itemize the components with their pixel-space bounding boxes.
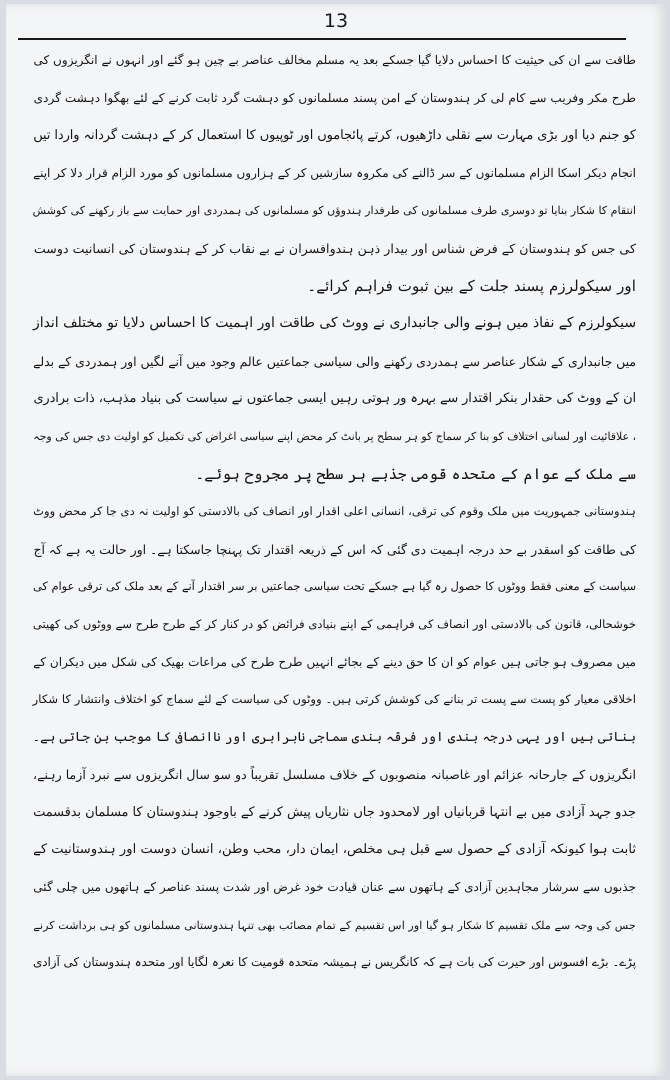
text-line: میں مصروف ہو جاتی ہیں عوام کو ان کا حق دینے کے بجائے انہیں طرح طرح کی مراعات بھیک کی شکل میں دیکران کے xyxy=(33,654,636,669)
paragraph xyxy=(24,756,636,982)
text-line: ، علاقائیت اور لسانی اختلاف کو بنا کر سماج کو ہر سطح پر بانٹ کر محض اپنے سیاسی اغراض کی تکمیل کو اولیت دی جس کی وجہ xyxy=(33,429,636,443)
header-rule xyxy=(18,38,626,40)
text-line: پڑے۔ بڑے افسوس اور حیرت کی بات ہے کہ کانگریس نے ہمیشہ متحدہ قومیت کا نعرہ لگایا اور متحدہ ہندوستان کی آزادی xyxy=(33,955,636,970)
text-line: کی طاقت کو اسقدر بے حد درجہ اہمیت دی گئی کہ اس کے ذریعہ اقتدار تک پہنچا جاسکتا ہے۔ اور حالت یہ ہے کہ آج xyxy=(33,541,636,557)
book-page xyxy=(6,4,666,1076)
text-line: جس کی وجہ سے ملک تقسیم کا شکار ہو گیا اور اس تقسیم کے تمام مصائب بھی تنہا ہندوستانی مسلمانوں کو ہی برداشت کرنے xyxy=(33,918,636,932)
text-line: سیکولرزم کے نفاذ میں ہونے والی جانبداری نے ووٹ کی طاقت اور اہمیت کا احساس دلایا تو مختلف انداز xyxy=(33,315,636,332)
text-line: کو جنم دیا اور بڑی مہارت سے نقلی داڑھیوں، کرتے پائجاموں اور ٹوپیوں کا استعمال کر کے دہشت گردانہ واردا تیں xyxy=(33,128,636,144)
text-line: طرح مکر وفریب سے کام لی کر ہندوستان کے امن پسند مسلمانوں کو دہشت گرد ثابت کرنے کے لئے بھگوا دہشت گردی xyxy=(33,90,636,105)
text-line: سیاست کے معنی فقط ووٹوں کا حصول رہ گیا ہے جسکے تحت سیاسی جماعتیں بر سر اقتدار آنے کے بعد ملک کی ترقی عوام کی xyxy=(32,579,636,594)
text-line: خوشحالی، قانون کی بالادستی اور انصاف کی فراہمی کے اپنے بنیادی فرائض کو در کنار کر کے طرح طرح سے ووٹوں کی کھیتی xyxy=(32,616,636,631)
text-line: بناتی ہیں اور یہی درجہ بندی اور فرقہ بندی سماجی نابرابری اور ناانصافی کا موجب بن جاتی ہے۔ xyxy=(32,729,636,745)
page-number: 13 xyxy=(323,10,349,32)
text-line: ان کے ووٹ کی حقدار بنکر اقتدار سے بہرہ ور ہوتی رہیں ایسی جماعتوں نے سیاست کی بنیاد مذہب، ذات برادری xyxy=(33,391,636,407)
text-line: طاقت سے ان کی حیثیت کا احساس دلایا گیا جسکے بعد یہ مسلم مخالف عناصر بے چین ہو گئے اور انہوں نے انگریزوں کی xyxy=(33,53,636,67)
text-line: جذبوں سے سرشار مجاہدین آزادی کے ہاتھوں سے عنان قیادت خود غرض اور شدت پسند عناصر کے ہاتھوں میں چلی گئی xyxy=(33,880,636,895)
paragraph xyxy=(24,42,636,305)
text-line: سے ملک کے عوام کے متحدہ قومی جذبے ہر سطح پر مجروح ہوئے۔ xyxy=(195,464,636,483)
paragraph xyxy=(24,493,636,756)
text-line: اور سیکولرزم پسند جلت کے بین ثبوت فراہم کرائے۔ xyxy=(307,276,636,295)
text-line: ہندوستانی جمہوریت میں ملک وقوم کی ترقی، انسانی اعلی اقدار اور انصاف کی بالادستی کو اولیت نہ دی جا کر محض ووٹ xyxy=(33,504,636,519)
text-line: انجام دیکر اسکا الزام مسلمانوں کے سر ڈالنے کی مکروہ سازشیں کر کے ہزاروں مسلمانوں کو مورد الزام قرار دلا کر اپنے xyxy=(33,165,636,180)
text-line: انگریزوں کے جارحانہ عزائم اور غاصبانہ منصوبوں کے خلاف مسلسل تقریباً دو سو سال انگریزوں سے نبرد آزما رہنے، xyxy=(33,767,636,783)
text-line: میں جانبداری کے شکار عناصر سے ہمدردی رکھنے والی سیاسی جماعتیں عالم وجود میں آنے لگیں اور ہمدردی کے بدلے xyxy=(33,353,636,369)
text-line: اخلاقی معیار کو پست سے پست تر بنانے کی کوشش کرتی ہیں۔ ووٹوں کی سیاست کے لئے سماج کو اختلاف وانتشار کا شکار xyxy=(32,692,636,707)
text-line: جدو جہد آزادی میں بے انتہا قربانیاں اور لامحدود جاں نثاریاں پیش کرنے کے باوجود ہندوستان کا مسلمان بدقسمت xyxy=(33,804,636,820)
body-text xyxy=(24,42,636,982)
text-line: انتقام کا شکار بنایا تو دوسری طرف مسلمانوں کی طرفدار ہندوؤں کو مسلمانوں کی ہمدردی اور حمایت سے باز رکھنے کی کوشش xyxy=(32,204,636,218)
text-line: ثابت ہوا کیونکہ آزادی کے حصول سے قبل ہی مخلص، ایمان دار، محب وطن، انسان دوست اور ہندوستانیت کے xyxy=(33,842,636,858)
text-line: کی جس کو ہندوستان کے فرض شناس اور بیدار ذہن ہندوافسران نے بے نقاب کر کے ہندوستان کی انسانیت دوست xyxy=(33,240,636,256)
paragraph xyxy=(24,305,636,493)
